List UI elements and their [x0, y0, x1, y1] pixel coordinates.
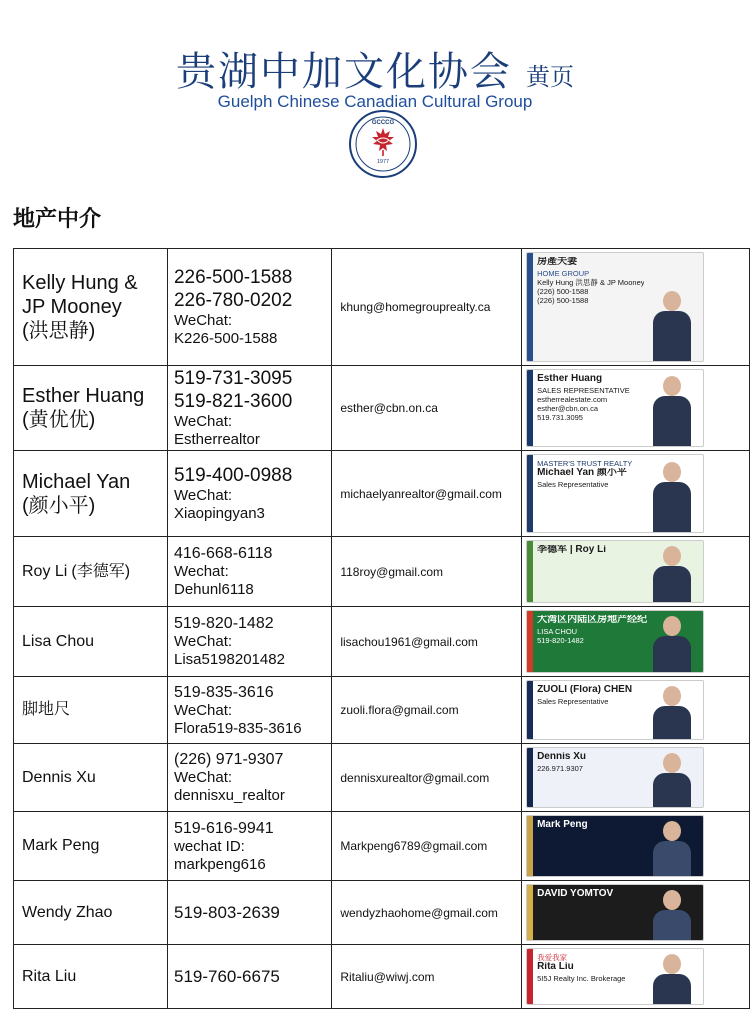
realtor-name-cell [14, 812, 168, 881]
business-card-image [526, 610, 704, 673]
realtor-name: 脚地尺 [22, 701, 71, 718]
phone-number[interactable]: 519-820-1482 [173, 615, 274, 632]
agent-photo [653, 753, 691, 807]
phone-number[interactable]: 416-668-6118 [173, 545, 273, 562]
card-text-sub: 226.971.9307 [537, 764, 583, 773]
table-row [14, 537, 750, 607]
card-text-brand: 我爱我家 [537, 953, 568, 962]
realtor-name: Kelly Hung & [22, 272, 138, 294]
title-main: 贵湖中加文化协会 [176, 49, 512, 95]
agent-photo [653, 291, 691, 361]
table-row [14, 677, 750, 744]
card-accent-stripe [527, 541, 533, 602]
card-text-line1: 519-820-1482 [537, 636, 584, 645]
card-accent-stripe [527, 816, 533, 876]
phone-number[interactable]: 226-500-1588 [173, 267, 293, 288]
realtor-name: JP Mooney [22, 296, 122, 318]
logo-text-top: GCCCG [371, 120, 395, 126]
business-card-cell [522, 451, 750, 537]
wechat-id: Flora519-835-3616 [173, 719, 302, 737]
business-card-cell [522, 249, 750, 366]
realtor-name: Mark Peng [22, 837, 100, 854]
agent-photo [653, 954, 691, 1004]
table-row [14, 607, 750, 677]
realtor-directory-table [13, 248, 750, 1009]
card-text-brand: MASTER'S TRUST REALTY [537, 459, 633, 468]
card-accent-stripe [527, 370, 533, 446]
table-row [14, 881, 750, 945]
email-link[interactable]: lisachou1961@gmail.com [340, 634, 478, 649]
business-card-image [526, 948, 704, 1005]
realtor-contact-cell [167, 677, 331, 744]
realtor-name: Dennis Xu [22, 768, 96, 786]
realtor-name-cell [14, 451, 168, 537]
business-card-image [526, 815, 704, 877]
card-text-title: Esther Huang [537, 374, 603, 383]
realtor-email-cell [332, 249, 522, 366]
wechat-id: Lisa5198201482 [173, 651, 285, 668]
page-subtitle: Guelph Chinese Canadian Cultural Group [217, 92, 533, 111]
card-text-names: Kelly Hung 洪思静 & JP Mooney [537, 278, 645, 287]
email-link[interactable]: esther@cbn.on.ca [340, 401, 438, 415]
realtor-contact-cell [167, 366, 331, 451]
card-text-sub: LISA CHOU [537, 627, 578, 636]
realtor-name: Wendy Zhao [22, 903, 113, 921]
table-row [14, 945, 750, 1009]
realtor-contact-cell [167, 881, 331, 945]
card-text-line2: esther@cbn.on.ca [537, 404, 599, 413]
email-link[interactable]: Ritaliu@wiwj.com [340, 969, 435, 984]
business-card-cell [522, 537, 750, 607]
realtor-name-chinese: (颜小平) [22, 494, 96, 517]
realtor-name-cell [14, 607, 168, 677]
realtor-email-cell [332, 744, 522, 812]
business-card-image [526, 369, 704, 447]
realtor-contact-cell [167, 945, 331, 1009]
table-row [14, 812, 750, 881]
business-card-image [526, 252, 704, 362]
realtor-name: Lisa Chou [22, 632, 95, 650]
realtor-contact-cell [167, 451, 331, 537]
email-link[interactable]: khung@homegrouprealty.ca [340, 300, 491, 314]
business-card-cell [522, 744, 750, 812]
phone-number[interactable]: 519-400-0988 [173, 465, 293, 486]
phone-number[interactable]: (226) 971-9307 [173, 751, 284, 768]
phone-number[interactable]: 519-821-3600 [173, 391, 293, 412]
business-card-cell [522, 607, 750, 677]
card-accent-stripe [527, 748, 533, 807]
table-row [14, 744, 750, 812]
email-link[interactable]: wendyzhaohome@gmail.com [340, 905, 498, 920]
wechat-label: WeChat: [173, 312, 233, 329]
realtor-email-cell [332, 677, 522, 744]
card-text-sub: 5I5J Realty Inc. Brokerage [537, 974, 626, 983]
business-card-cell [522, 812, 750, 881]
wechat-id: markpeng616 [173, 855, 266, 873]
phone-number[interactable]: 519-803-2639 [173, 903, 280, 922]
realtor-name: Rita Liu [22, 967, 77, 985]
wechat-label: wechat ID: [173, 837, 245, 855]
wechat-label: Wechat: [173, 563, 229, 580]
realtor-contact-cell [167, 249, 331, 366]
phone-number[interactable]: 226-780-0202 [173, 290, 293, 311]
email-link[interactable]: michaelyanrealtor@gmail.com [340, 486, 502, 501]
card-accent-stripe [527, 681, 533, 739]
realtor-email-cell [332, 537, 522, 607]
business-card-image [526, 884, 704, 941]
phone-number[interactable]: 519-731-3095 [173, 368, 293, 389]
realtor-name: Michael Yan [22, 470, 131, 493]
realtor-contact-cell [167, 812, 331, 881]
email-link[interactable]: zuoli.flora@gmail.com [340, 703, 459, 717]
section-title: 地产中介 [13, 207, 102, 232]
realtor-name-chinese: (李德军) [71, 562, 131, 580]
card-accent-stripe [527, 253, 533, 361]
agent-photo [653, 821, 691, 876]
agent-photo [653, 616, 691, 672]
card-text-title: 大湾区内陆区房地产经纪 [537, 615, 648, 624]
business-card-image [526, 454, 704, 533]
realtor-name-cell [14, 366, 168, 451]
phone-number[interactable]: 519-760-6675 [173, 967, 280, 986]
agent-photo [653, 686, 691, 739]
wechat-id: dennisxu_realtor [173, 787, 285, 804]
realtor-name-chinese: (洪思静) [22, 320, 96, 342]
email-link[interactable]: dennisxurealtor@gmail.com [340, 770, 490, 785]
realtor-name: Roy Li [22, 562, 68, 580]
card-text-phone-right: (226) 500-1588 [537, 296, 589, 305]
agent-photo [653, 890, 691, 940]
email-link[interactable]: Markpeng6789@gmail.com [340, 839, 488, 853]
title-suffix: 黄页 [526, 63, 574, 91]
realtor-contact-cell [167, 744, 331, 812]
card-text-title: Mark Peng [537, 820, 588, 829]
card-text-title: Dennis Xu [537, 752, 586, 761]
realtor-name-chinese: (黄优优) [22, 409, 96, 431]
card-text-sub: Sales Representative [537, 480, 609, 489]
logo-text-bottom: 1977 [376, 159, 390, 165]
wechat-id: K226-500-1588 [173, 330, 278, 347]
card-accent-stripe [527, 611, 533, 672]
realtor-name-cell [14, 744, 168, 812]
business-card-cell [522, 945, 750, 1009]
card-text-brand: HOME GROUP [537, 269, 590, 278]
realtor-name-cell [14, 249, 168, 366]
table-row [14, 366, 750, 451]
realtor-email-cell [332, 607, 522, 677]
realtor-email-cell [332, 451, 522, 537]
business-card-cell [522, 366, 750, 451]
business-card-image [526, 680, 704, 740]
wechat-id: Estherrealtor [173, 431, 260, 448]
business-card-image [526, 747, 704, 808]
realtor-contact-cell [167, 607, 331, 677]
wechat-id: Xiaopingyan3 [173, 505, 265, 522]
page-title [0, 40, 750, 97]
card-text-sub: SALES REPRESENTATIVE [537, 386, 630, 395]
phone-number[interactable]: 519-616-9941 [173, 819, 274, 837]
card-accent-stripe [527, 949, 533, 1004]
table-row [14, 451, 750, 537]
wechat-id: Dehunl6118 [173, 581, 254, 598]
agent-photo [653, 462, 691, 532]
wechat-label: WeChat: [173, 487, 233, 504]
wechat-label: WeChat: [173, 701, 233, 719]
card-text-title: Michael Yan 颜小平 [537, 468, 627, 477]
realtor-email-cell [332, 812, 522, 881]
realtor-name-cell [14, 677, 168, 744]
realtor-name: Esther Huang [22, 385, 145, 407]
wechat-label: WeChat: [173, 633, 233, 650]
card-text-title: 李德军 | Roy Li [537, 545, 606, 554]
business-card-cell [522, 881, 750, 945]
business-card-cell [522, 677, 750, 744]
card-text-line3: 519.731.3095 [537, 413, 583, 422]
business-card-image [526, 540, 704, 603]
gcccg-logo-icon [349, 110, 417, 178]
realtor-name-cell [14, 945, 168, 1009]
wechat-label: WeChat: [173, 413, 233, 430]
agent-photo [653, 376, 691, 446]
realtor-name-cell [14, 881, 168, 945]
realtor-email-cell [332, 881, 522, 945]
card-text-phone-left: (226) 500-1588 [537, 287, 589, 296]
card-text-tag: 房產夫妻 [537, 257, 578, 266]
realtor-name-cell [14, 537, 168, 607]
card-text-title: ZUOLI (Flora) CHEN [537, 685, 633, 694]
card-accent-stripe [527, 455, 533, 532]
table-row [14, 249, 750, 366]
realtor-email-cell [332, 945, 522, 1009]
card-text-sub: Sales Representative [537, 697, 609, 706]
email-link[interactable]: 118roy@gmail.com [340, 564, 444, 579]
agent-photo [653, 546, 691, 602]
phone-number[interactable]: 519-835-3616 [173, 683, 274, 701]
realtor-email-cell [332, 366, 522, 451]
wechat-label: WeChat: [173, 769, 233, 786]
card-text-title: DAVID YOMTOV [537, 889, 614, 898]
card-text-line1: estherrealestate.com [537, 395, 608, 404]
card-accent-stripe [527, 885, 533, 940]
realtor-contact-cell [167, 537, 331, 607]
card-text-title: Rita Liu [537, 962, 574, 971]
